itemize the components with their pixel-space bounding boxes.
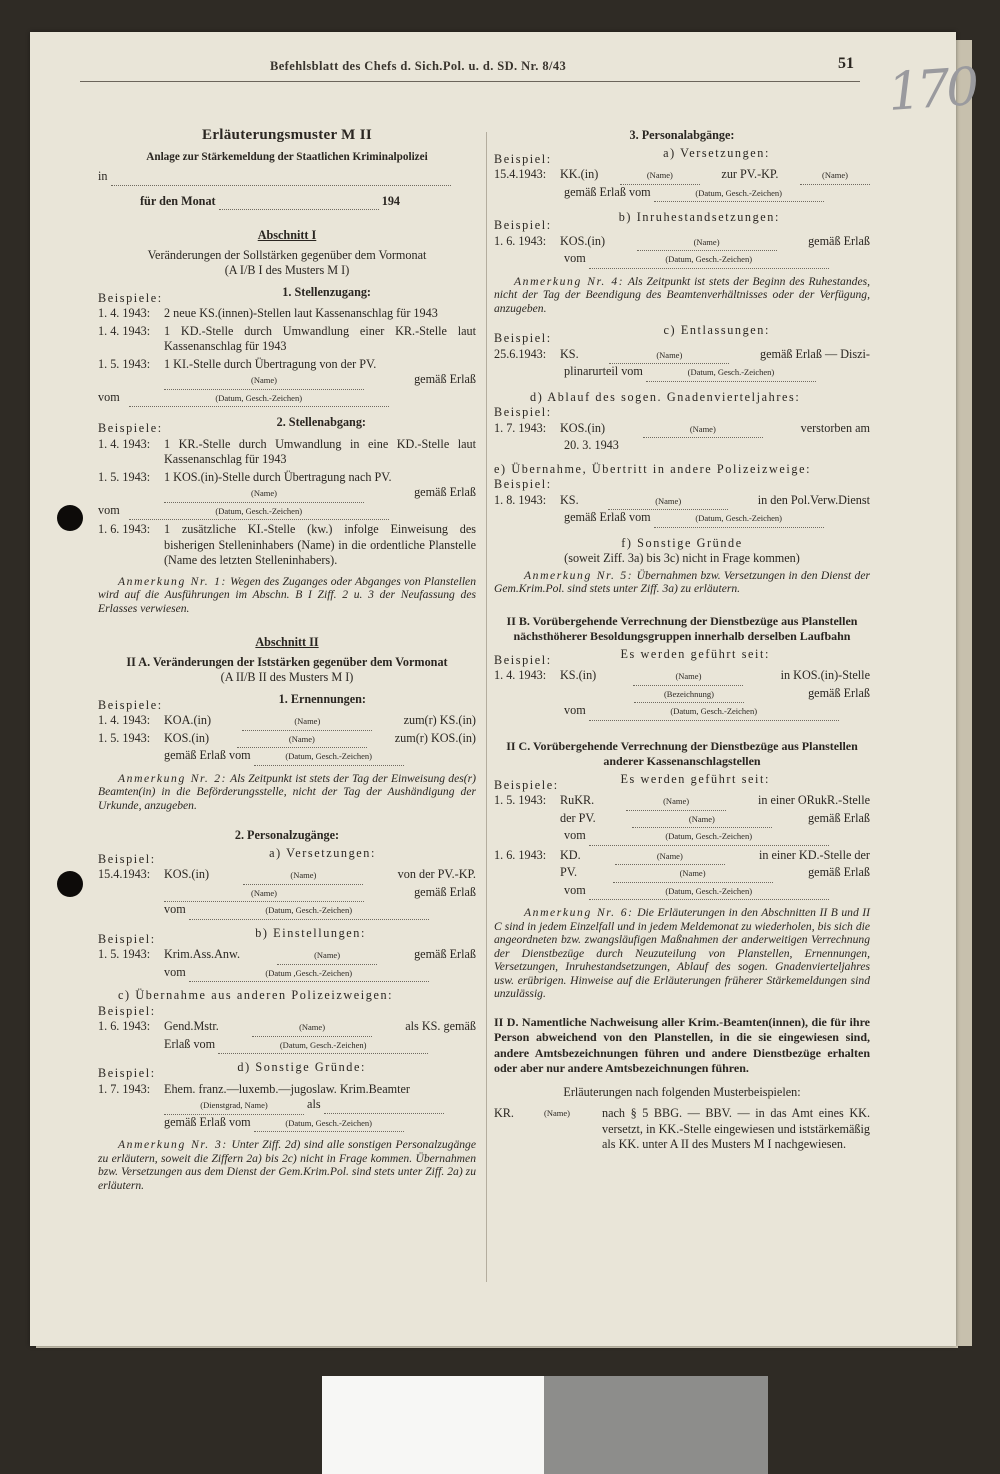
- list-item: 1. 4. 1943: 1 KR.-Stelle durch Umwandlung in eine KD.-Stelle laut Kassenanschlag für 1943: [98, 436, 476, 466]
- note-3: Anmerkung Nr. 3: Unter Ziff. 2d) sind alle sonstigen Personalzugänge zu erläutern, soweit die Ziffern 2a) bis 2c) nicht in Frage kommen. Übernahmen bzw. Versetzungen aus dem Dienst der Gem.Krim.Pol. sind stets unter Ziff. 2a) zu erläutern.: [98, 1138, 476, 1192]
- page-number: 51: [838, 55, 854, 72]
- list-item: 1. 5. 1943: RuKR. (Name) in einer ORukR.-Stelle: [494, 793, 870, 811]
- list-item: 1. 7. 1943: Ehem. franz.—luxemb.—jugoslaw. Krim.Beamter: [98, 1081, 410, 1096]
- note-6: Anmerkung Nr. 6: Die Erläuterungen in den Abschnitten II B und II C sind in jedem Einzelfall und in jedem Meldemonat zu wiederholen, bis sich die angeordneten bzw. zwangsläufigen Maßnahmen der anderweitigen Verrechnung der Dienstbezüge durch Neuzuteilung von Planstellen, Ernennungen, Versetzungen, Inruhestandsetzungen, Ablauf des sogen. Gnadenvierteljahres usw. erübrigen. Hinweise auf die Erläuterungen früherer Stärkemeldungen sind unzulässig.: [494, 906, 871, 1000]
- personalabgaenge-heading: 3. Personalabgänge:: [629, 128, 735, 142]
- list-item: 1. 4. 1943: KS.(in) (Name) in KOS.(in)-Stelle: [494, 668, 870, 686]
- note-5: Anmerkung Nr. 5: Übernahmen bzw. Versetzungen in den Dienst der Gem.Krim.Pol. sind stets unter Ziff. 3a) zu erläutern.: [494, 568, 870, 595]
- list-item: 1. 6. 1943: Gend.Mstr. (Name) als KS. gemäß: [98, 1019, 476, 1037]
- left-column: Erläuterungsmuster M II Anlage zur Stärkemeldung der Staatlichen Kriminalpolizei in für den Monat 194 Abschnitt I Veränderungen der Sollstärken gegenüber dem Vormonat (A I/B I des Musters M I) Beispiele: 1. Stellenzugang: 1. 4. 1943: 2 neue KS.(innen)-Stellen laut Kassenanschlag für 1943 1. 4. 1943: 1 KD.-Stelle durch Umwandlung einer KR.-Stelle laut Kassenanschlag für 1943 1. 5. 1943: 1 KI.-Stelle durch Übertragung von der PV. (Name) gemäß Erlaß vom (Datum, Gesch.-Zeichen) Beispiele: 2. Stellenabgang: 1. 4. 1943: 1 KR.-Stelle durch Umwandlung in eine KD.-Stelle laut Kassenanschlag für 1943 1. 5. 1943: 1 KOS.(in)-Stelle durch Übertragung nach PV. (Name) gemäß Erlaß vom (Datum, Gesch.-Zeichen) 1. 6. 1943: 1 zusätzliche KI.-Stelle (kw.) infolge Einweisung des bisherigen Stelleninhabers (Name) in die ordentliche Planstelle (Name des letzten Stelleninhabers). Anmerkung Nr. 1: Wegen des Zuganges oder Abganges von Planstellen wird auf die Ausführungen im Abschn. B I Ziff. 2 u. 3 der Neufassung des Erlasses verwiesen. Abschnitt II II A. Veränderungen der Iststärken gegenüber dem Vormonat (A II/B II des Musters M I) Beispiele: 1. Ernennungen: 1. 4. 1943: KOA.(in) (Name) zum(r) KS.(in) 1. 5. 1943: KOS.(in) (Name) zum(r) KOS.(in) gemäß Erlaß vom (Datum, Gesch.-Zeichen) Anmerkung Nr. 2: Als Zeitpunkt ist stets der Tag der Einweisung des(r) Beamten(in) in die Beförderungsstelle, nicht der Tag der Aushändigung der Urkunde, anzugeben. 2. Personalzugänge: Beispiel: a) Versetzungen: 15.4.1943: KOS.(in) (Name) von der PV.-KP. (Name) gemäß Erlaß vom (Datum, Gesch.-Zeichen) Beispiel: b) Einstellungen: 1. 5. 1943: Krim.Ass.Anw. (Name) gemäß Erlaß vom (Datum ,Gesch.-Zeichen) c) Übernahme aus anderen Polizeizweigen: Beispiel: 1. 6. 1943: Gend.Mstr. (Name) als KS. gemäß Erlaß vom (Datum, Gesch.-Zeichen) Beispiel: d) Sonstige Gründe: 1. 7. 1943: Ehem. franz.—luxemb.—jugoslaw. Krim.Beamter (Dienstgrad, Name) als gemäß Erlaß vom (Datum, Gesch.-Zeichen) Anmerkung Nr. 3: Unter Ziff. 2d) sind alle sonstigen Personalzugänge zu erläutern, soweit die Ziffern 2a) bis 2c) nicht in Frage kommen. Übernahmen bzw. Versetzungen aus dem Dienst der Gem.Krim.Pol. sind stets unter Ziff. 2a) zu erläutern.: [98, 127, 476, 1192]
- s2-heading: 2. Stellenabgang:: [276, 415, 366, 429]
- list-item: 15.4.1943: KOS.(in) (Name) von der PV.-KP.: [98, 867, 476, 885]
- white-calibration-patch: [322, 1376, 544, 1474]
- list-item: 1. 5. 1943: 1 KOS.(in)-Stelle durch Übertragung nach PV.: [98, 469, 392, 484]
- ernennungen-heading: 1. Ernennungen:: [278, 691, 366, 706]
- running-header: [80, 55, 860, 82]
- abschnitt-1-sub2: (A I/B I des Musters M I): [224, 263, 350, 277]
- s2-label: Beispiele:: [98, 421, 163, 435]
- personalzugaenge-heading: 2. Personalzugänge:: [234, 828, 340, 842]
- back-page-edge-right: [956, 40, 972, 1346]
- right-column: 3. Personalabgänge: Beispiel: a) Versetzungen: 15.4.1943: KK.(in) (Name) zur PV.-KP. (Name) gemäß Erlaß vom (Datum, Gesch.-Zeichen) Beispiel: b) Inruhestandsetzungen: 1. 6. 1943: KOS.(in) (Name) gemäß Erlaß vom (Datum, Gesch.-Zeichen) Anmerkung Nr. 4: Als Zeitpunkt ist stets der Beginn des Ruhestandes, nicht der Tag der Beendigung des Beamtenverhältnisses oder der Verfügung, anzugeben. Beispiel: c) Entlassungen: 25.6.1943: KS. (Name) gemäß Erlaß — Diszi- plinarurteil vom (Datum, Gesch.-Zeichen) d) Ablauf des sogen. Gnadenvierteljahres: Beispiel: 1. 7. 1943: KOS.(in) (Name) verstorben am 20. 3. 1943 e) Übernahme, Übertritt in andere Polizeizweige: Beispiel: 1. 8. 1943: KS. (Name) in den Pol.Verw.Dienst gemäß Erlaß vom (Datum, Gesch.-Zeichen) f) Sonstige Gründe (soweit Ziff. 3a) bis 3c) nicht in Frage kommen) Anmerkung Nr. 5: Übernahmen bzw. Versetzungen in den Dienst der Gem.Krim.Pol. sind stets unter Ziff. 3a) zu erläutern. II B. Vorübergehende Verrechnung der Dienstbezüge aus Planstellen nächsthöherer Besoldungsgruppen innerhalb derselben Laufbahn Beispiel: Es werden geführt seit: 1. 4. 1943: KS.(in) (Name) in KOS.(in)-Stelle (Bezeichnung) gemäß Erlaß vom (Datum, Gesch.-Zeichen) II C. Vorübergehende Verrechnung der Dienstbezüge aus Planstellen anderer Kassenanschlagstellen Beispiele: Es werden geführt seit: 1. 5. 1943: RuKR. (Name) in einer ORukR.-Stelle der PV. (Name) gemäß Erlaß vom (Datum, Gesch.-Zeichen) 1. 6. 1943: KD. (Name) in einer KD.-Stelle der PV. (Name) gemäß Erlaß vom (Datum, Gesch.-Zeichen) Anmerkung Nr. 6: Die Erläuterungen in den Abschnitten II B und II C sind in jedem Einzelfall und in jedem Meldemonat zu wiederholen, bis sich die angeordneten bzw. zwangsläufigen Maßnahmen der anderweitigen Verrechnung der Dienstbezüge durch Neuzuteilung von Planstellen, Ernennungen, Versetzungen, Inruhestandsetzungen, Ablauf des sogen. Gnadenvierteljahres usw. erübrigen. Hinweise auf die Erläuterungen früherer Stärkemeldungen sind unzulässig. II D. Namentliche Nachweisung aller Krim.-Beamten(innen), die für ihre Person abweichend von den Planstellen, in die sie eingewiesen sind, andere Amtsbezeichnungen führen und andere Dienstbezüge erhalten oder aber nur andere Amtsbezeichnungen führen. Erläuterungen nach folgenden Musterbeispielen: KR. (Name) nach § 5 BBG. — BBV. — in das Amt eines KK. versetzt, in KK.-Stelle eingewiesen und iststärkemäßig als KK. unter A II des Musters M I nachgewiesen.: [494, 128, 871, 1151]
- column-divider: [486, 132, 487, 1282]
- list-item: 1. 6. 1943: 1 zusätzliche KI.-Stelle (kw.) infolge Einweisung des bisherigen Stelleninhabers (Name) in die ordentliche Planstelle (Name des letzten Stelleninhabers).: [98, 522, 476, 567]
- handwritten-number: 170: [886, 57, 978, 123]
- s1-heading: 1. Stellenzugang:: [282, 284, 371, 299]
- section-iid-heading: II D. Namentliche Nachweisung aller Krim.-Beamten(innen), die für ihre Person abweichend von den Planstellen, in die sie eingewiesen sind, andere Amtsbezeichnungen führen und andere Dienstbezüge erhalten oder aber nur andere Amtsbezeichnungen führen.: [494, 1014, 870, 1075]
- running-title: Befehlsblatt des Chefs d. Sich.Pol. u. d. SD. Nr. 8/43: [270, 59, 567, 73]
- abschnitt-1-heading: Abschnitt I: [257, 228, 317, 242]
- punch-hole-bottom: [57, 871, 83, 897]
- list-item: 1. 5. 1943: Krim.Ass.Anw. (Name) gemäß Erlaß: [98, 947, 476, 965]
- note-4: Anmerkung Nr. 4: Als Zeitpunkt ist stets der Beginn des Ruhestandes, nicht der Tag der Beendigung des Beamtenverhältnisses oder der Verfügung, anzugeben.: [494, 274, 870, 315]
- abschnitt-2-sub2: (A II/B II des Musters M I): [220, 670, 354, 684]
- section-iic-heading: II C. Vorübergehende Verrechnung der Dienstbezüge aus Planstellen anderer Kassenanschlagstellen: [506, 738, 858, 768]
- list-item: 1. 5. 1943: 1 KI.-Stelle durch Übertragung von der PV.: [98, 356, 377, 371]
- list-item: 1. 6. 1943: KOS.(in) (Name) gemäß Erlaß: [494, 234, 870, 252]
- list-item: 25.6.1943: KS. (Name) gemäß Erlaß — Diszi-: [494, 347, 870, 365]
- form-subtitle: Anlage zur Stärkemeldung der Staatlichen Kriminalpolizei: [146, 150, 428, 163]
- list-item: 1. 8. 1943: KS. (Name) in den Pol.Verw.Dienst: [494, 493, 870, 511]
- note-2: Anmerkung Nr. 2: Als Zeitpunkt ist stets der Tag der Einweisung des(r) Beamten(in) in die Beförderungsstelle, nicht der Tag der Aushändigung der Urkunde, anzugeben.: [98, 771, 476, 812]
- note-1: Anmerkung Nr. 1: Wegen des Zuganges oder Abganges von Planstellen wird auf die Ausführungen im Abschn. B I Ziff. 2 u. 3 der Neufassung des Erlasses verwiesen.: [98, 574, 476, 615]
- abschnitt-1-sub1: Veränderungen der Sollstärken gegenüber dem Vormonat: [147, 247, 427, 262]
- list-item: 1. 4. 1943: KOA.(in) (Name) zum(r) KS.(in): [98, 713, 476, 731]
- section-iib-heading: II B. Vorübergehende Verrechnung der Dienstbezüge aus Planstellen nächsthöherer Besoldungsgruppen innerhalb derselben Laufbahn: [506, 613, 858, 643]
- list-item: 1. 7. 1943: KOS.(in) (Name) verstorben am: [494, 421, 870, 439]
- list-item: KR. (Name) nach § 5 BBG. — BBV. — in das Amt eines KK. versetzt, in KK.-Stelle eingewiesen und iststärkemäßig als KK. unter A II des Musters M I nachgewiesen.: [494, 1106, 870, 1151]
- form-line-in: in: [98, 169, 476, 186]
- list-item: 1. 5. 1943: KOS.(in) (Name) zum(r) KOS.(in): [98, 731, 476, 749]
- list-item: 1. 6. 1943: KD. (Name) in einer KD.-Stelle der: [494, 848, 870, 866]
- abschnitt-2-heading: Abschnitt II: [255, 635, 319, 649]
- abschnitt-2-sub1: II A. Veränderungen der Iststärken gegenüber dem Vormonat: [126, 654, 448, 669]
- list-item: 1. 4. 1943: 2 neue KS.(innen)-Stellen laut Kassenanschlag für 1943: [98, 306, 438, 320]
- list-item: 1. 4. 1943: 1 KD.-Stelle durch Umwandlung einer KR.-Stelle laut Kassenanschlag für 1943: [98, 323, 476, 353]
- gray-calibration-patch: [544, 1376, 768, 1474]
- form-title: Erläuterungsmuster M II: [202, 127, 372, 143]
- s1-label: Beispiele:: [98, 290, 163, 305]
- list-item: 15.4.1943: KK.(in) (Name) zur PV.-KP. (Name): [494, 167, 870, 185]
- punch-hole-top: [57, 505, 83, 531]
- form-line-month: für den Monat 194: [98, 194, 476, 211]
